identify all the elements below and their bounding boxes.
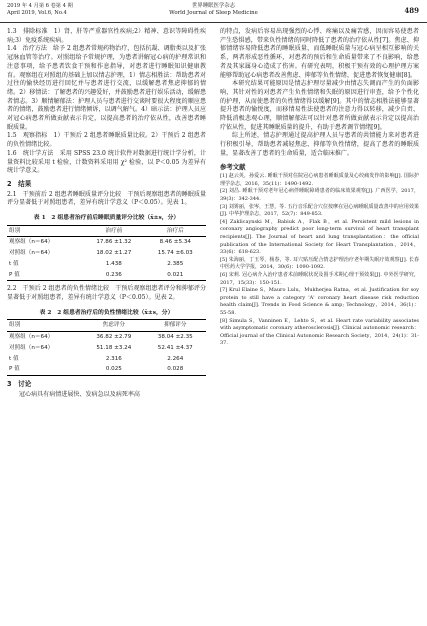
table-row — [7, 248, 206, 259]
reference-item: [1] 赵云英，孙爱云. 睡眠干预对住院冠心病患者睡眠质量及心绞痛发作的影响[J]. 国际护理学杂志，2016，35(11)：1490-1492. — [220, 173, 419, 187]
discussion-paragraph: 的特点，发病后容易出现强烈的心悸、疼痛以及痛苦感，因而容易使患者产生恐惧感，带来负性情绪的同时降低了患者的治疗依从性[7]。焦虑、抑郁情绪容易降低患者的睡眠质量，而低睡眠质量与冠心病呈相互影响的关系，两者形成恶性循环，对患者的预后和生命质量带来了不良影响，给患者及其家属身心造成了伤害。有研究表明，积极干预有效的心理护理方案能够帮助冠心病患者改善焦虑、抑郁等负性情绪，促进患者恢复健康[8]。 — [220, 28, 419, 79]
table-cell: 观察组（n＝64） — [9, 334, 54, 341]
table-cell: 2.385 — [167, 260, 184, 267]
table-cell: 2.316 — [105, 355, 122, 362]
reference-item: [3] 刘雾丽，张岑，王慧，等. 五行音乐配合穴位按摩在冠心病睡眠质量改善中的应用效果[J]. 中华护理杂志，2017，52(7)：849-853. — [220, 203, 419, 218]
observation-indicators: 1.5 观察指标 1）干预后 2 组患者睡眠质量比较。2）干预后 2 组患者的负性情绪比较。 — [7, 132, 206, 149]
table-header: 焦虑评分 — [83, 320, 144, 332]
reference-item: [7] Krul Elaine S，Mauro Lulu，Mukherjea Ratna，et al. Justification for soy protein to still have a category 'A' coronary heart disease risk reduction health claim[J]. Trends in Food Science & amp; Technology，2014，36(1)：55-58. — [220, 287, 419, 316]
discussion-heading: 3 讨论 — [7, 379, 32, 388]
table-cell: 2.264 — [167, 355, 184, 362]
table-cell: 0.025 — [83, 364, 144, 375]
reference-item: [4] Zaklicaynski M，Babiuk A，Flak B，et al. Persistent mild lesions in coronary angiography predict poor long-term survival of heart transplant recipients[J]. The Journal of heart and lung transplantation：the official publication of the International Society for Heart Transplantation，2014，33(6)：618-623. — [220, 218, 419, 256]
table-cell: 36.82 ±2.79 — [96, 334, 132, 341]
table2 — [7, 319, 206, 376]
issue-en: April 2019, Vol.6, No.4 — [7, 10, 67, 16]
result-negative-emotion: 2.2 干预后 2 组患者的负性情绪比较 干预后观察组患者评分和抑郁评分显著低于对照组患者，差异有统计学意义（P＜0.05）。见表 2。 — [7, 285, 206, 301]
treatment-methods: 1.4 治疗方法 给予 2 组患者常规药物治疗，包括抗凝、调脂类以及扩张冠脉血管等治疗。对照组给予常规护理，为患者讲解冠心病的护理常识和注意事项，给予患者饮食干预和作息指导，对患者进行睡眠知识健康教育。观察组在对照组的基础上加以情志护理，1）情志相胜法：帮助患者对过往的愉快经历进行回忆并与患者进行交流，以缓解患者焦虑抑郁的情绪。2）移情法：了解患者的兴趣爱好，并鼓励患者进行娱乐活动，缓解患者情志。3）顺情解郁法：护理人员与患者进行交谈时要很大程度的顺应患者的情绪，鼓励患者进行情绪倾诉，以调气解气。4）暗示法：护理人员应对冠心病患者所做贡献表示肯定，以提高患者的治疗依从性，改善患者睡眠质量。 — [7, 45, 206, 131]
table2-title: 表 2 2 组患者治疗后的负性情绪比较（x̄±s，分） — [39, 309, 174, 316]
table-cell: 1.438 — [105, 260, 122, 267]
statistical-methods: 1.6 统计学方法 采用 SPSS 23.0 统计软件对数据进行统计学分析，计量资料比较采用 t 检验，计数资料采用用 χ² 检验，以 P＜0.05 为差异有统计学意义。 — [7, 149, 206, 175]
table-row — [7, 237, 206, 248]
reference-item: [5] 朱海丽，丁玉琴，杨春，等. 耳穴贴压配合情志护理治疗老年期失眠疗效观察[J]. 长春中医药大学学报，2014，30(6)：1090-1092. — [220, 256, 419, 271]
discussion-paragraph: 本研究结果可能原因是情志护理尽量减少由情志失调而产生的负面影响，其针对性的对患者产生负性情绪和失眠的原因进行审查，给予个性化的护理，从而使患者的负性情绪得以缓解[9]。其中的情志相胜法能够显著提升患者的愉悦度，而移情易性法使患者的注意力得以转移，减少自责、降低消极悲观心理，顺情解郁法可以针对患者所做贡献表示肯定以提高治疗依从性，促进其睡眠质量的提升，有助于患者调节情绪[9]。 — [220, 80, 419, 131]
journal-title-cn: 世界睡眠医学杂志 — [191, 3, 236, 9]
table-header: 治疗前 — [83, 225, 144, 237]
reference-item: [6] 宋莉. 冠心病介入治疗患者术前睡眠状况及围手术期心理干预效果[J]. 中外医学研究，2017，15(33)：150-151. — [220, 271, 419, 286]
table-row — [7, 270, 206, 281]
table-row — [7, 259, 206, 270]
table1 — [7, 225, 206, 282]
table-header: 治疗后 — [145, 225, 206, 237]
table-cell: 对照组（n＝64） — [9, 344, 54, 351]
reference-item: [2] 刘昌. 睡眠干预对老年冠心病伴睡眠障碍患者的临床效果观察[J]. 广西医学，2017，39(3)：342-344. — [220, 188, 419, 203]
table-header: 抑郁评分 — [145, 320, 206, 332]
table-cell: t 值 — [9, 260, 19, 267]
table-row — [7, 364, 206, 375]
results-heading: 2 结果 — [7, 179, 32, 188]
discussion-start: 冠心病具有病情进展快、发病急以及病死率高 — [19, 390, 140, 398]
page-number: 489 — [404, 6, 419, 15]
table-cell: 观察组（n＝64） — [9, 239, 54, 246]
table-cell: 38.04 ±2.35 — [157, 334, 193, 341]
table-cell: t 值 — [9, 355, 19, 362]
page-header — [0, 0, 427, 23]
table-cell: 17.86 ±1.32 — [96, 239, 132, 246]
table-cell: 52.41 ±4.37 — [157, 344, 193, 351]
table-cell: P 值 — [7, 364, 83, 375]
left-column — [7, 28, 206, 399]
table-cell: 对照组（n＝64） — [9, 250, 54, 257]
issue-cn: 2019 年 4 月第 6 卷第 4 期 — [7, 3, 73, 9]
journal-title — [150, 3, 277, 17]
table-row — [7, 354, 206, 365]
result-sleep-quality: 2.1 干预前后 2 组患者睡眠质量评分比较 干预后观察组患者的睡眠质量评分显著低于对照组患者，差异有统计学意义（P＜0.05）。见表 1。 — [7, 190, 206, 207]
references-heading: 参考文献 — [220, 162, 246, 171]
exclusion-criteria: 1.3 排除标准 1）肾、肝等严重器官性疾病;2）精神、意识等障碍性疾病;3）免疫系统疾病。 — [7, 28, 206, 44]
table-row — [7, 343, 206, 354]
journal-title-en: World Journal of Sleep Medicine — [169, 10, 258, 16]
table-header: 组别 — [7, 225, 83, 237]
table-cell: 8.46 ±5.34 — [159, 239, 191, 246]
right-column — [220, 28, 419, 348]
table-cell: P 值 — [7, 270, 83, 281]
table-row — [7, 332, 206, 343]
table-cell: 18.02 ±1.27 — [96, 250, 132, 257]
journal-issue — [7, 3, 73, 17]
table-cell: 0.028 — [145, 364, 206, 375]
table-header: 组别 — [7, 320, 83, 332]
table1-title: 表 1 2 组患者治疗前后睡眠质量评分比较（x̄±s，分） — [33, 215, 180, 222]
table-cell: 0.236 — [83, 270, 144, 281]
table-cell: 51.18 ±3.24 — [96, 344, 132, 351]
conclusion-paragraph: 综上所述，情志护理通过提高护理人员与患者的共情能力来对患者进行积极引导，帮助患者减轻焦虑、抑郁等负性情绪，提高了患者的睡眠质量，显著改善了患者的生命质量，适合临床推广。 — [220, 132, 419, 157]
table-cell: 0.021 — [145, 270, 206, 281]
reference-item: [8] Simula S，Vanninen E，Lehto S，et al. Heart rate variability associates with asymptomatic coronary atherosclerosis[J]. Clinical autonomic research：Official journal of the Clinical Autonomic Research Society，2014，24(1)：31-37. — [220, 317, 419, 347]
table-cell: 15.74 ±6.03 — [157, 250, 193, 257]
